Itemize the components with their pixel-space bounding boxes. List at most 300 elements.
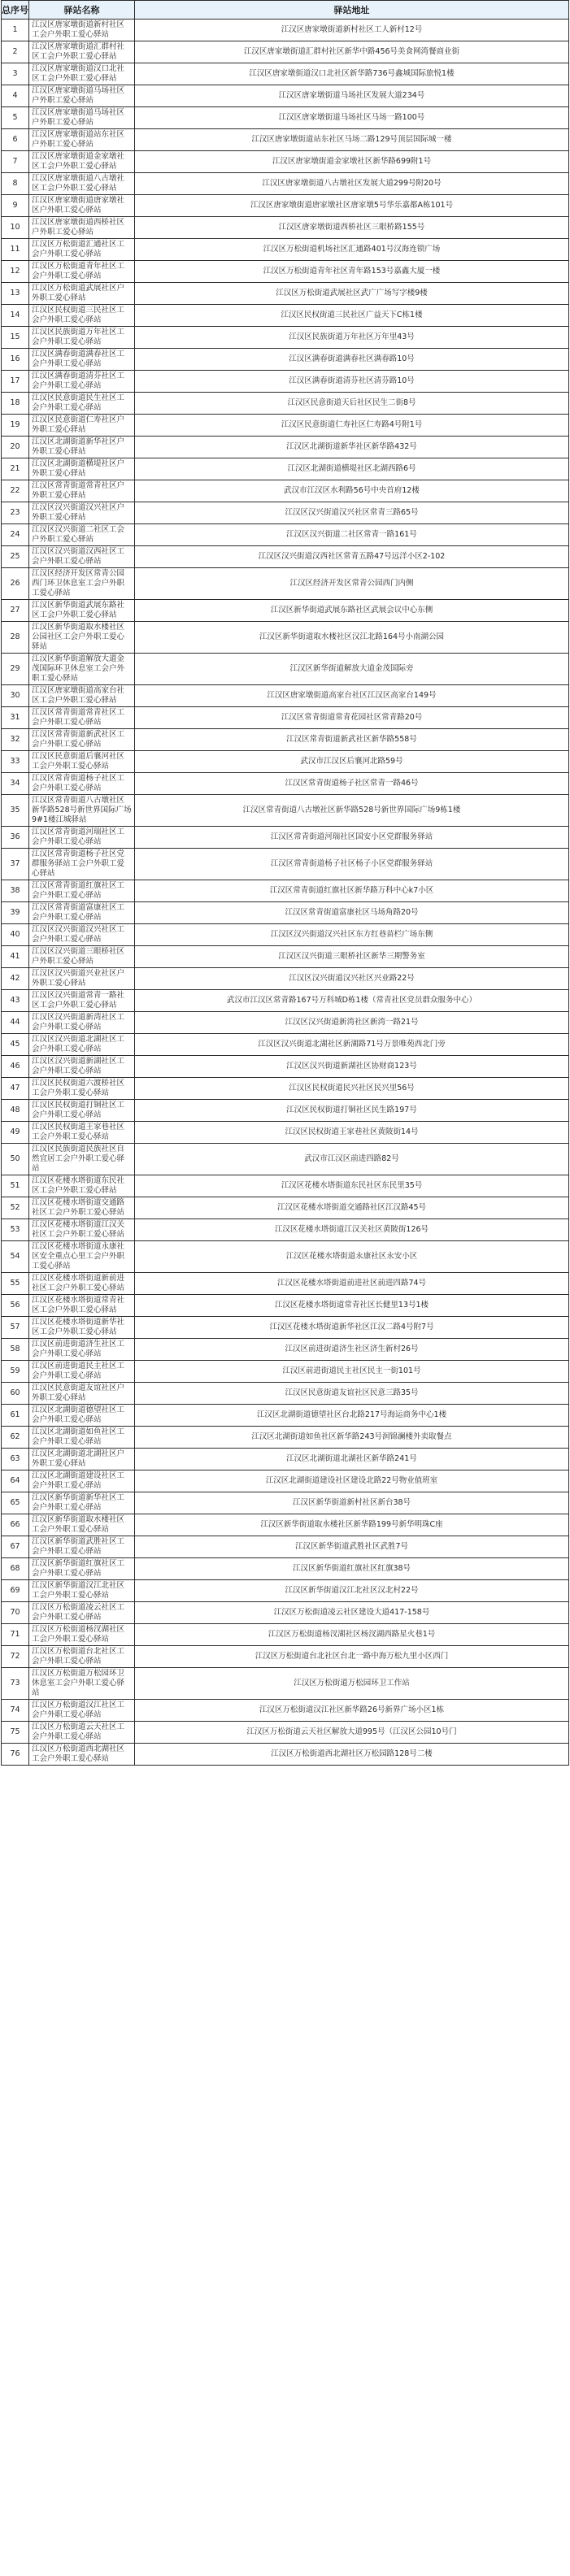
cell-serial-number: 53 [2, 1219, 29, 1241]
cell-station-name: 江汉区汉兴街道汉兴社区工会户外职工爱心驿站 [29, 924, 135, 946]
table-row [2, 1034, 569, 1056]
cell-station-address: 江汉区北湖街道横堤社区北湖西路6号 [135, 458, 569, 480]
cell-station-name: 江汉区新华街道红旗社区工会户外职工爱心驿站 [29, 1558, 135, 1580]
cell-station-address: 江汉区常青街道新武社区新华路558号 [135, 729, 569, 751]
cell-station-name: 江汉区常青街道新武社区工会户外职工爱心驿站 [29, 729, 135, 751]
table-row [2, 41, 569, 63]
table-row [2, 1197, 569, 1219]
cell-serial-number: 14 [2, 305, 29, 327]
cell-station-address: 江汉区常青街道常青花园社区常青路20号 [135, 707, 569, 729]
cell-serial-number: 55 [2, 1273, 29, 1295]
cell-station-name: 江汉区新华街道取水楼社区公园社区工会户外职工爱心驿站 [29, 622, 135, 654]
table-row [2, 129, 569, 151]
cell-serial-number: 28 [2, 622, 29, 654]
table-row [2, 151, 569, 173]
cell-station-address: 江汉区万松街道凌云社区建设大道417-158号 [135, 1602, 569, 1624]
cell-station-name: 江汉区万松街道西北湖社区工会户外职工爱心驿站 [29, 1744, 135, 1766]
cell-station-name: 江汉区民意街道友谊社区户外职工爱心驿站 [29, 1383, 135, 1405]
cell-serial-number: 62 [2, 1427, 29, 1449]
table-row [2, 622, 569, 654]
cell-station-name: 江汉区民权街道王家巷社区工会户外职工爱心驿站 [29, 1122, 135, 1144]
cell-station-name: 江汉区常青街道红旗社区工会户外职工爱心驿站 [29, 880, 135, 902]
cell-serial-number: 38 [2, 880, 29, 902]
cell-station-address: 江汉区民权街道民兴社区民兴里56号 [135, 1078, 569, 1100]
cell-station-name: 江汉区汉兴街道汉西社区工会户外职工爱心驿站 [29, 546, 135, 568]
table-row [2, 415, 569, 437]
cell-station-name: 江汉区北湖街道德望社区工会户外职工爱心驿站 [29, 1405, 135, 1427]
cell-station-address: 江汉区汉兴街道新湾社区新湾一路21号 [135, 1012, 569, 1034]
cell-station-name: 江汉区新华街道汉江北社区工会户外职工爱心驿站 [29, 1580, 135, 1602]
cell-serial-number: 68 [2, 1558, 29, 1580]
cell-station-address: 江汉区万松街道云天社区解放大道995号（江汉区公园10号门 [135, 1722, 569, 1744]
cell-station-address: 江汉区万松街道汉江社区新华路26号新界广场小区1栋 [135, 1700, 569, 1722]
cell-station-address: 江汉区唐家墩街道新村社区工人新村12号 [135, 20, 569, 41]
cell-station-name: 江汉区唐家墩街道金家墩社区工会户外职工爱心驿站 [29, 151, 135, 173]
cell-serial-number: 74 [2, 1700, 29, 1722]
table-row [2, 1722, 569, 1744]
cell-station-name: 江汉区民意街道仁寿社区户外职工爱心驿站 [29, 415, 135, 437]
cell-station-address: 江汉区民权街道打铜社区民生路197号 [135, 1100, 569, 1122]
cell-station-name: 江汉区汉兴街道三眼桥社区户外职工爱心驿站 [29, 946, 135, 968]
cell-serial-number: 39 [2, 902, 29, 924]
table-row [2, 1514, 569, 1536]
cell-station-name: 江汉区万松街道凌云社区工会户外职工爱心驿站 [29, 1602, 135, 1624]
cell-serial-number: 54 [2, 1241, 29, 1273]
table-row [2, 480, 569, 502]
cell-serial-number: 35 [2, 795, 29, 827]
table-row [2, 546, 569, 568]
cell-station-name: 江汉区唐家墩街道马场社区户外职工爱心驿站 [29, 85, 135, 107]
cell-station-name: 江汉区汉兴街道二社区工会户外职工爱心驿站 [29, 524, 135, 546]
cell-station-name: 江汉区万松街道武展社区户外职工爱心驿站 [29, 283, 135, 305]
cell-station-address: 江汉区北湖街道如鱼社区新华路243号润锦澜楼外卖取餐点 [135, 1427, 569, 1449]
cell-serial-number: 71 [2, 1624, 29, 1646]
cell-station-name: 江汉区常青街道常青社区户外职工爱心驿站 [29, 480, 135, 502]
table-row [2, 880, 569, 902]
cell-serial-number: 27 [2, 600, 29, 622]
table-row [2, 1012, 569, 1034]
cell-station-name: 江汉区唐家墩街道高家台社区工会户外职工爱心驿站 [29, 685, 135, 707]
cell-serial-number: 32 [2, 729, 29, 751]
cell-serial-number: 11 [2, 239, 29, 261]
table-row [2, 1700, 569, 1722]
cell-station-name: 江汉区常青街道河瑞社区工会户外职工爱心驿站 [29, 827, 135, 849]
cell-station-address: 江汉区北湖街道德望社区台北路217号海运商务中心1楼 [135, 1405, 569, 1427]
table-row [2, 1361, 569, 1383]
cell-station-address: 江汉区汉兴街道汉兴社区东方红巷苗栏广场东侧 [135, 924, 569, 946]
table-row [2, 63, 569, 85]
cell-station-name: 江汉区万松街道万松园环卫休息室工会户外职工爱心驿站 [29, 1668, 135, 1700]
cell-station-name: 江汉区前进街道民主社区工会户外职工爱心驿站 [29, 1361, 135, 1383]
cell-serial-number: 25 [2, 546, 29, 568]
cell-serial-number: 6 [2, 129, 29, 151]
table-row [2, 795, 569, 827]
table-row [2, 393, 569, 415]
cell-serial-number: 57 [2, 1317, 29, 1339]
cell-serial-number: 43 [2, 990, 29, 1012]
cell-station-name: 江汉区北湖街道建设社区工会户外职工爱心驿站 [29, 1470, 135, 1492]
table-row [2, 654, 569, 685]
cell-station-name: 江汉区新华街道解放大道金茂国际环卫休息室工会户外职工爱心驿站 [29, 654, 135, 685]
table-row [2, 20, 569, 41]
cell-serial-number: 24 [2, 524, 29, 546]
cell-station-name: 江汉区民意街道民生社区工会户外职工爱心驿站 [29, 393, 135, 415]
cell-station-address: 江汉区前进街道民主社区民主一街101号 [135, 1361, 569, 1383]
cell-station-address: 江汉区万松街道万松园环卫工作站 [135, 1668, 569, 1700]
cell-station-name: 江汉区唐家墩街道新村社区工会户外职工爱心驿站 [29, 20, 135, 41]
cell-serial-number: 13 [2, 283, 29, 305]
cell-station-name: 江汉区北湖街道新华社区户外职工爱心驿站 [29, 437, 135, 458]
table-row [2, 902, 569, 924]
cell-serial-number: 59 [2, 1361, 29, 1383]
cell-serial-number: 76 [2, 1744, 29, 1766]
cell-station-name: 江汉区花楼水塔街道东民社区工会户外职工爱心驿站 [29, 1175, 135, 1197]
table-row [2, 85, 569, 107]
cell-serial-number: 7 [2, 151, 29, 173]
table-row [2, 1744, 569, 1766]
cell-station-name: 江汉区万松街道云天社区工会户外职工爱心驿站 [29, 1722, 135, 1744]
cell-serial-number: 65 [2, 1492, 29, 1514]
table-row [2, 1624, 569, 1646]
cell-station-address: 江汉区满春街道清芬社区清芬路10号 [135, 371, 569, 393]
cell-serial-number: 67 [2, 1536, 29, 1558]
table-row [2, 524, 569, 546]
cell-station-name: 江汉区常青街道八古墩社区新华路528号新世界国际广场9#1楼江城驿站 [29, 795, 135, 827]
cell-serial-number: 58 [2, 1339, 29, 1361]
table-row [2, 1383, 569, 1405]
cell-serial-number: 18 [2, 393, 29, 415]
cell-serial-number: 2 [2, 41, 29, 63]
table-row [2, 1273, 569, 1295]
cell-station-name: 江汉区北湖街道北湖社区户外职工爱心驿站 [29, 1449, 135, 1470]
cell-serial-number: 50 [2, 1144, 29, 1175]
cell-station-name: 江汉区唐家墩街道站东社区户外职工爱心驿站 [29, 129, 135, 151]
cell-serial-number: 45 [2, 1034, 29, 1056]
cell-serial-number: 20 [2, 437, 29, 458]
table-row [2, 1558, 569, 1580]
table-row [2, 1470, 569, 1492]
table-row [2, 239, 569, 261]
table-row [2, 924, 569, 946]
table-row [2, 1100, 569, 1122]
cell-station-name: 江汉区万松街道青年社区工会户外职工爱心驿站 [29, 261, 135, 283]
cell-station-address: 武汉市江汉区后襄河北路59号 [135, 751, 569, 773]
cell-station-name: 江汉区汉兴街道汉兴社区户外职工爱心驿站 [29, 502, 135, 524]
table-row [2, 1492, 569, 1514]
table-row [2, 1317, 569, 1339]
cell-station-name: 江汉区花楼水塔街道新前进社区工会户外职工爱心驿站 [29, 1273, 135, 1295]
table-row [2, 1602, 569, 1624]
cell-station-address: 江汉区万松街道机场社区汇通路401号汉海连锁广场 [135, 239, 569, 261]
cell-serial-number: 41 [2, 946, 29, 968]
cell-station-name: 江汉区花楼水塔街道交通路社区工会户外职工爱心驿站 [29, 1197, 135, 1219]
cell-station-address: 江汉区万松街道台北社区台北一路中海万松九里小区西门 [135, 1646, 569, 1668]
table-row [2, 371, 569, 393]
cell-serial-number: 30 [2, 685, 29, 707]
cell-station-address: 江汉区唐家墩街道汉口北社区新华路736号鑫城国际旅悦1楼 [135, 63, 569, 85]
cell-serial-number: 36 [2, 827, 29, 849]
cell-station-name: 江汉区万松街道杨汊湖社区工会户外职工爱心驿站 [29, 1624, 135, 1646]
table-row [2, 327, 569, 349]
cell-serial-number: 8 [2, 173, 29, 195]
table-row [2, 1339, 569, 1361]
cell-serial-number: 51 [2, 1175, 29, 1197]
cell-serial-number: 66 [2, 1514, 29, 1536]
cell-station-address: 江汉区唐家墩街道汇群村社区新华中路456号美食网湾餐商业街 [135, 41, 569, 63]
cell-station-address: 江汉区花楼水塔街道东民社区东民里35号 [135, 1175, 569, 1197]
cell-station-name: 江汉区民权街道三民社区工会户外职工爱心驿站 [29, 305, 135, 327]
table-row [2, 458, 569, 480]
cell-station-address: 江汉区新华街道武胜社区武胜7号 [135, 1536, 569, 1558]
cell-station-address: 江汉区常青街道富康社区马场角路20号 [135, 902, 569, 924]
cell-serial-number: 22 [2, 480, 29, 502]
cell-station-address: 江汉区民族街道万年社区万年里43号 [135, 327, 569, 349]
table-row [2, 349, 569, 371]
cell-station-name: 江汉区汉兴街道常青一路社区工会户外职工爱心驿站 [29, 990, 135, 1012]
cell-station-address: 江汉区新华街道武展东路社区武展会议中心东侧 [135, 600, 569, 622]
cell-station-name: 江汉区经济开发区常青公园西门环卫休息室工会户外职工爱心驿站 [29, 568, 135, 600]
table-row [2, 1122, 569, 1144]
cell-station-address: 江汉区常青街道八古墩社区新华路528号新世界国际广场9栋1楼 [135, 795, 569, 827]
cell-station-address: 江汉区汉兴街道汉兴社区兴业路22号 [135, 968, 569, 990]
header-station-name: 驿站名称 [29, 1, 135, 20]
cell-serial-number: 73 [2, 1668, 29, 1700]
cell-serial-number: 10 [2, 217, 29, 239]
table-row [2, 1144, 569, 1175]
table-row [2, 1078, 569, 1100]
cell-serial-number: 46 [2, 1056, 29, 1078]
cell-station-address: 武汉市江汉区常青路167号万科城D栋1楼（常青社区党员群众服务中心） [135, 990, 569, 1012]
table-row [2, 195, 569, 217]
table-row [2, 707, 569, 729]
cell-station-name: 江汉区汉兴街道新湾社区工会户外职工爱心驿站 [29, 1012, 135, 1034]
cell-station-name: 江汉区民族街道民族社区自然宜居工会户外职工爱心驿站 [29, 1144, 135, 1175]
cell-station-address: 江汉区花楼水塔街道常青社区长健里13号1楼 [135, 1295, 569, 1317]
table-row [2, 827, 569, 849]
table-row [2, 1295, 569, 1317]
cell-serial-number: 1 [2, 20, 29, 41]
cell-serial-number: 33 [2, 751, 29, 773]
cell-serial-number: 23 [2, 502, 29, 524]
cell-station-address: 江汉区花楼水塔街道新华社区江汉二路4号附7号 [135, 1317, 569, 1339]
cell-station-name: 江汉区汉兴街道兴业社区户外职工爱心驿站 [29, 968, 135, 990]
table-row [2, 1427, 569, 1449]
cell-station-address: 江汉区新华街道解放大道金茂国际旁 [135, 654, 569, 685]
header-station-address: 驿站地址 [135, 1, 569, 20]
cell-station-name: 江汉区民权街道打铜社区工会户外职工爱心驿站 [29, 1100, 135, 1122]
cell-serial-number: 42 [2, 968, 29, 990]
table-row [2, 502, 569, 524]
cell-station-address: 江汉区民权街道三民社区广益天下C栋1楼 [135, 305, 569, 327]
cell-station-name: 江汉区前进街道济生社区工会户外职工爱心驿站 [29, 1339, 135, 1361]
cell-station-address: 江汉区常青街道红旗社区新华路万科中心k7小区 [135, 880, 569, 902]
cell-station-address: 江汉区万松街道西北湖社区万松园路128号二楼 [135, 1744, 569, 1766]
cell-serial-number: 29 [2, 654, 29, 685]
cell-station-address: 江汉区常青街道杨子社区杨子小区党群服务驿站 [135, 849, 569, 880]
cell-station-name: 江汉区新华街道取水楼社区工会户外职工爱心驿站 [29, 1514, 135, 1536]
cell-serial-number: 3 [2, 63, 29, 85]
cell-station-name: 江汉区唐家墩街道汉口北社区工会户外职工爱心驿站 [29, 63, 135, 85]
table-row [2, 1646, 569, 1668]
cell-serial-number: 21 [2, 458, 29, 480]
stations-table [1, 0, 569, 1766]
cell-serial-number: 75 [2, 1722, 29, 1744]
cell-station-name: 江汉区花楼水塔街道常青社区工会户外职工爱心驿站 [29, 1295, 135, 1317]
cell-station-address: 江汉区汉兴街道新湖社区协财商123号 [135, 1056, 569, 1078]
cell-station-name: 江汉区唐家墩街道马场社区户外职工爱心驿站 [29, 107, 135, 129]
cell-station-address: 江汉区唐家墩街道唐家墩社区唐家墩5号华乐嘉都A栋101号 [135, 195, 569, 217]
cell-station-address: 江汉区常青街道河瑞社区国安小区党群服务驿站 [135, 827, 569, 849]
table-row [2, 1219, 569, 1241]
cell-serial-number: 17 [2, 371, 29, 393]
cell-serial-number: 48 [2, 1100, 29, 1122]
cell-station-address: 江汉区新华街道新村社区新台38号 [135, 1492, 569, 1514]
table-row [2, 946, 569, 968]
cell-station-name: 江汉区花楼水塔街道新华社区工会户外职工爱心驿站 [29, 1317, 135, 1339]
table-row [2, 1580, 569, 1602]
cell-station-address: 江汉区汉兴街道三眼桥社区新华三期警务室 [135, 946, 569, 968]
cell-station-address: 江汉区唐家墩街道高家台社区江汉区高家台149号 [135, 685, 569, 707]
cell-station-name: 江汉区新华街道新华社区工会户外职工爱心驿站 [29, 1492, 135, 1514]
cell-station-address: 江汉区新华街道红旗社区红旗38号 [135, 1558, 569, 1580]
cell-station-address: 江汉区万松街道杨汊湖社区杨汊湖西路星火巷1号 [135, 1624, 569, 1646]
cell-station-name: 江汉区北湖街道横堤社区户外职工爱心驿站 [29, 458, 135, 480]
cell-station-address: 江汉区新华街道取水楼社区新华路199号新华明珠C座 [135, 1514, 569, 1536]
cell-station-name: 江汉区万松街道台北社区工会户外职工爱心驿站 [29, 1646, 135, 1668]
cell-serial-number: 63 [2, 1449, 29, 1470]
table-row [2, 173, 569, 195]
cell-station-address: 江汉区唐家墩街道八古墩社区发展大道299号附20号 [135, 173, 569, 195]
cell-station-name: 江汉区满春街道满春社区工会户外职工爱心驿站 [29, 349, 135, 371]
cell-serial-number: 9 [2, 195, 29, 217]
table-row [2, 751, 569, 773]
table-body [2, 20, 569, 1766]
cell-serial-number: 69 [2, 1580, 29, 1602]
cell-station-address: 江汉区民意街道仁寿社区仁寿路4号附1号 [135, 415, 569, 437]
cell-station-name: 江汉区唐家墩街道八古墩社区工会户外职工爱心驿站 [29, 173, 135, 195]
cell-station-address: 江汉区前进街道济生社区济生新村26号 [135, 1339, 569, 1361]
cell-station-name: 江汉区汉兴街道北湖社区工会户外职工爱心驿站 [29, 1034, 135, 1056]
cell-station-name: 江汉区民意街道后襄河社区工会户外职工爱心驿站 [29, 751, 135, 773]
table-row [2, 107, 569, 129]
cell-station-address: 江汉区汉兴街道汉西社区常青五路47号远洋小区2-102 [135, 546, 569, 568]
cell-station-name: 江汉区民族街道万年社区工会户外职工爱心驿站 [29, 327, 135, 349]
cell-station-name: 江汉区新华街道武胜社区工会户外职工爱心驿站 [29, 1536, 135, 1558]
cell-serial-number: 31 [2, 707, 29, 729]
cell-serial-number: 61 [2, 1405, 29, 1427]
cell-serial-number: 56 [2, 1295, 29, 1317]
table-row [2, 1175, 569, 1197]
table-row [2, 437, 569, 458]
cell-station-address: 江汉区汉兴街道汉兴社区常青三路65号 [135, 502, 569, 524]
cell-serial-number: 70 [2, 1602, 29, 1624]
cell-station-address: 江汉区花楼水塔街道江汉关社区黄陂街126号 [135, 1219, 569, 1241]
cell-station-address: 江汉区北湖街道建设社区建设北路22号物业值班室 [135, 1470, 569, 1492]
cell-station-name: 江汉区常青街道富康社区工会户外职工爱心驿站 [29, 902, 135, 924]
cell-station-name: 江汉区万松街道汇通社区工会户外职工爱心驿站 [29, 239, 135, 261]
cell-station-address: 武汉市江汉区水利路56号中央首府12楼 [135, 480, 569, 502]
cell-station-name: 江汉区唐家墩街道西桥社区户外职工爱心驿站 [29, 217, 135, 239]
cell-station-name: 江汉区万松街道汉江社区工会户外职工爱心驿站 [29, 1700, 135, 1722]
cell-station-name: 江汉区常青街道杨子社区党群服务驿站工会户外职工爱心驿站 [29, 849, 135, 880]
cell-station-address: 江汉区唐家墩街道西桥社区三眼桥路155号 [135, 217, 569, 239]
cell-serial-number: 19 [2, 415, 29, 437]
cell-station-name: 江汉区北湖街道如鱼社区工会户外职工爱心驿站 [29, 1427, 135, 1449]
table-row [2, 773, 569, 795]
cell-station-address: 江汉区花楼水塔街道前进社区前进四路74号 [135, 1273, 569, 1295]
table-row [2, 1241, 569, 1273]
table-row [2, 1056, 569, 1078]
table-row [2, 600, 569, 622]
cell-station-address: 江汉区唐家墩街道马场社区马场一路100号 [135, 107, 569, 129]
cell-station-address: 江汉区经济开发区常青公园西门内侧 [135, 568, 569, 600]
cell-station-address: 江汉区北湖街道北湖社区新华路241号 [135, 1449, 569, 1470]
table-row [2, 990, 569, 1012]
table-row [2, 1449, 569, 1470]
cell-station-name: 江汉区满春街道清芬社区工会户外职工爱心驿站 [29, 371, 135, 393]
cell-serial-number: 12 [2, 261, 29, 283]
cell-serial-number: 5 [2, 107, 29, 129]
cell-station-address: 江汉区民权街道王家巷社区黄陂街14号 [135, 1122, 569, 1144]
cell-station-address: 江汉区汉兴街道北湖社区新湖路71号万景唯苑西北门旁 [135, 1034, 569, 1056]
cell-station-address: 江汉区汉兴街道二社区常青一路161号 [135, 524, 569, 546]
cell-station-name: 江汉区民权街道六渡桥社区工会户外职工爱心驿站 [29, 1078, 135, 1100]
cell-station-address: 江汉区北湖街道新华社区新华路432号 [135, 437, 569, 458]
cell-station-address: 江汉区花楼水塔街道交通路社区江汉路45号 [135, 1197, 569, 1219]
cell-station-address: 江汉区常青街道杨子社区常青一路46号 [135, 773, 569, 795]
cell-station-name: 江汉区汉兴街道新湖社区工会户外职工爱心驿站 [29, 1056, 135, 1078]
cell-station-address: 江汉区唐家墩街道马场社区发展大道234号 [135, 85, 569, 107]
table-row [2, 261, 569, 283]
cell-serial-number: 40 [2, 924, 29, 946]
cell-serial-number: 64 [2, 1470, 29, 1492]
cell-serial-number: 15 [2, 327, 29, 349]
cell-station-name: 江汉区常青街道常青社区工会户外职工爱心驿站 [29, 707, 135, 729]
table-row [2, 217, 569, 239]
cell-station-address: 武汉市江汉区前进四路82号 [135, 1144, 569, 1175]
table-row [2, 1405, 569, 1427]
cell-station-name: 江汉区花楼水塔街道江汉关社区工会户外职工爱心驿站 [29, 1219, 135, 1241]
cell-serial-number: 26 [2, 568, 29, 600]
cell-station-name: 江汉区花楼水塔街道永康社区安全重点心里工会户外职工爱心驿站 [29, 1241, 135, 1273]
cell-station-name: 江汉区新华街道武展东路社区工会户外职工爱心驿站 [29, 600, 135, 622]
cell-station-address: 江汉区万松街道青年社区青年路153号嘉鑫大厦一楼 [135, 261, 569, 283]
cell-serial-number: 4 [2, 85, 29, 107]
cell-station-address: 江汉区民意街道天后社区民生二街8号 [135, 393, 569, 415]
cell-serial-number: 34 [2, 773, 29, 795]
table-row [2, 1536, 569, 1558]
table-row [2, 849, 569, 880]
table-row [2, 1668, 569, 1700]
table-row [2, 283, 569, 305]
cell-station-address: 江汉区唐家墩街道站东社区马场二路129号顶层国际城一楼 [135, 129, 569, 151]
cell-station-address: 江汉区唐家墩街道金家墩社区新华路699附1号 [135, 151, 569, 173]
table-row [2, 568, 569, 600]
cell-serial-number: 52 [2, 1197, 29, 1219]
cell-station-address: 江汉区新华街道取水楼社区汉江北路164号小南湖公园 [135, 622, 569, 654]
cell-serial-number: 47 [2, 1078, 29, 1100]
cell-serial-number: 49 [2, 1122, 29, 1144]
cell-station-address: 江汉区满春街道满春社区满春路10号 [135, 349, 569, 371]
cell-station-address: 江汉区民意街道友谊社区民意三路35号 [135, 1383, 569, 1405]
cell-station-address: 江汉区万松街道武展社区武广广场写字楼9楼 [135, 283, 569, 305]
cell-serial-number: 72 [2, 1646, 29, 1668]
cell-station-address: 江汉区花楼水塔街道永康社区永安小区 [135, 1241, 569, 1273]
table-row [2, 305, 569, 327]
cell-serial-number: 16 [2, 349, 29, 371]
cell-station-address: 江汉区新华街道汉江北社区汉北村22号 [135, 1580, 569, 1602]
table-row [2, 729, 569, 751]
